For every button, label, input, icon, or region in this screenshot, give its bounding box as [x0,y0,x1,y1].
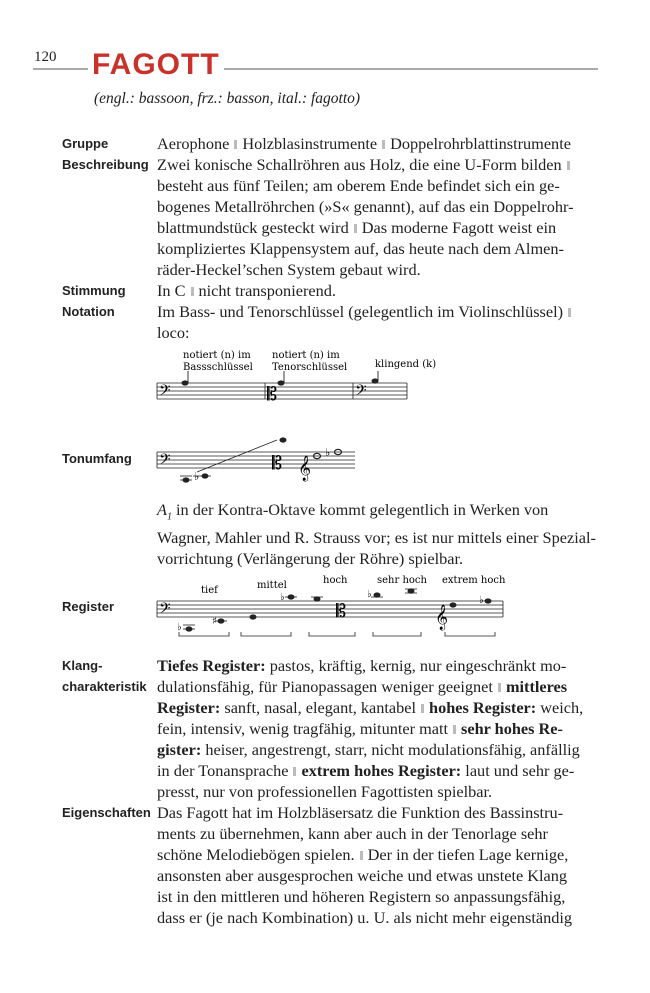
svg-text:Tenorschlüssel: Tenorschlüssel [272,362,348,373]
svg-text:♭: ♭ [479,595,484,606]
svg-text:♭: ♭ [177,622,182,633]
svg-text:tief: tief [201,585,218,596]
label-register: Register [62,599,115,614]
page-number: 120 [34,49,57,65]
note [288,594,295,599]
beschreibung-text: Zwei konische Schallröhren aus Holz, die eine U-Form bilden besteht aus fünf Teilen; am oberem Ende befindet sich ein ge- bogenes Metallröhrchen (»S« genannt), auf das ein Doppelrohr- blattmundstück gesteckt wird Das moderne Fagott weist ein kompliziertes Klappensystem auf, das heute nach dem Almen- räder-Heckel’schen System gebaut wird. [157,155,574,279]
bass-clef-icon: 𝄢 [159,382,171,403]
note [280,437,287,442]
stimmung-text: In C nicht transponierend. [157,281,336,300]
note [374,592,381,597]
notation-text: Im Bass- und Tenorschlüssel (gelegentlich im Violinschlüssel) loco: [157,301,598,343]
note [408,588,415,593]
eigenschaften-text: Das Fagott hat im Holzbläsersatz die Funktion des Bassinstru- ments zu übernehmen, kann aber auch in der Tenorlage sehr schöne Melodiebögen spielen. Der in der tiefen Lage kernige, ansonsten aber ausgesprochen weiche und etwas unstete Klang ist in den mittleren und höheren Registern so anpassungsfähig, dass er (je nach Kombination) u. U. als nicht mehr eigenständig [157,803,573,927]
label-notation: Notation [62,304,115,319]
bass-clef-icon: 𝄢 [159,451,171,472]
svg-text:notiert (n) im: notiert (n) im [183,350,251,361]
page-title: FAGOTT [88,48,224,82]
note [250,614,257,619]
note [186,626,193,631]
svg-text:♭: ♭ [194,470,200,483]
range-staff-figure [155,430,365,490]
svg-text:notiert (n) im: notiert (n) im [272,350,340,361]
bass-clef-icon: 𝄢 [159,600,171,621]
label-stimmung: Stimmung [62,283,126,298]
label-eigenschaften: Eigenschaften [62,805,151,820]
svg-text:hoch: hoch [323,575,348,586]
label-tonumfang: Tonumfang [62,451,132,466]
tenor-clef-icon: 𝄡 [336,601,347,622]
treble-clef-icon: 𝄞 [435,605,449,630]
svg-text:Bassschlüssel: Bassschlüssel [183,362,253,373]
svg-text:♭: ♭ [367,589,372,600]
svg-text:sehr hoch: sehr hoch [377,575,427,586]
treble-clef-icon: 𝄞 [298,456,312,481]
svg-text:♭: ♭ [325,446,331,459]
note [182,380,189,385]
svg-text:extrem hoch: extrem hoch [442,575,506,586]
note [218,618,225,623]
note [485,598,492,603]
note [278,380,285,385]
notation-staff-figure [155,345,437,415]
note [202,473,209,478]
svg-text:mittel: mittel [257,580,287,591]
gruppe-text: Aerophone Holzblasinstrumente Doppelrohrblattinstrumente [157,134,571,153]
note [183,477,190,482]
label-klang-1: Klang- [62,658,103,673]
note [450,602,457,607]
note [314,596,321,601]
page-subtitle: (engl.: bassoon, frz.: basson, ital.: fagotto) [94,90,361,107]
tenor-clef-icon: 𝄡 [272,453,283,474]
svg-text:♯: ♯ [212,616,217,627]
label-gruppe: Gruppe [62,136,109,151]
note [372,378,379,383]
klang-text: Tiefes Register: pastos, kräftig, kernig, nur eingeschränkt mo- dulationsfähig, für Pianopassagen weniger geeignet mittleres Register: sanft, nasal, elegant, kantabel hohes Register: weich, fein, intensiv, wenig tragfähig, mitunter matt sehr hohes Re- gister: heiser, angestrengt, starr, nicht modulationsfähig, anfällig in der Tonansprache extrem hohes Register: laut und sehr ge- presst, nur von professionellen Fagottisten spielbar. [157,656,584,801]
svg-text:♭: ♭ [280,592,285,603]
tonumfang-text: $A_1$ in der Kontra-Oktave kommt gelegentlich in Werken von Wagner, Mahler und R. Strauss vor; es ist nur mittels einer Spezial- vorrichtung (Verlängerung der Röhre) spielbar. [157,500,596,569]
register-staff-figure [155,568,510,648]
bass-clef-icon: 𝄢 [355,382,367,403]
tenor-clef-icon: 𝄡 [267,384,278,405]
svg-text:klingend (k): klingend (k) [375,359,437,370]
label-klang-2: charakteristik [62,679,147,694]
label-beschreibung: Beschreibung [62,157,149,172]
